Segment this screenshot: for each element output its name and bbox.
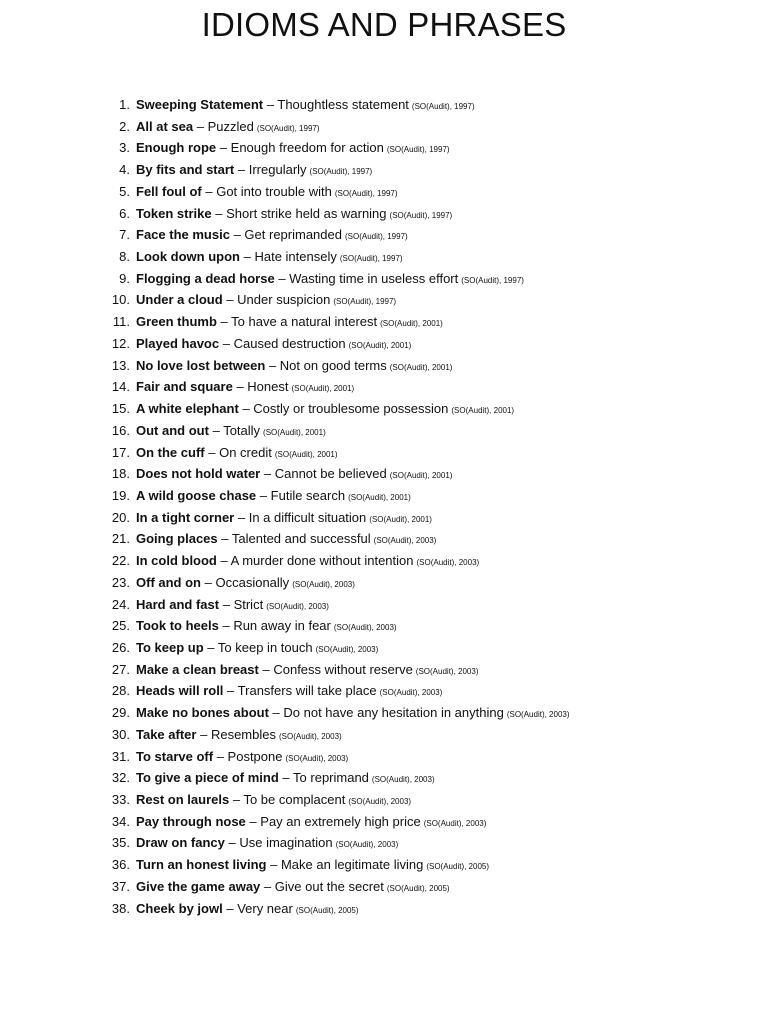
idiom-meaning: Under suspicion: [237, 292, 331, 308]
idiom-phrase: No love lost between: [136, 357, 266, 373]
idiom-phrase: Make no bones about: [136, 705, 269, 721]
list-item: [0, 355, 768, 377]
item-number: 6.: [119, 205, 130, 221]
dash-separator: –: [228, 835, 236, 851]
idiom-meaning: In a difficult situation: [248, 509, 367, 525]
item-text: [136, 203, 452, 227]
exam-source: (SO(Audit), 2001): [291, 384, 355, 394]
dash-separator: –: [200, 726, 208, 742]
item-text: [136, 442, 338, 466]
item-number: 3.: [119, 140, 130, 156]
dash-separator: –: [208, 444, 216, 460]
idiom-meaning: Very near: [237, 900, 293, 916]
list-item: [0, 203, 768, 225]
item-text: [136, 246, 403, 270]
item-text: [136, 572, 355, 596]
item-number: 19.: [111, 487, 130, 503]
idiom-meaning: Totally: [223, 422, 261, 438]
idiom-meaning: Resembles: [210, 726, 276, 742]
item-text: [136, 724, 342, 748]
idiom-meaning: Cannot be believed: [274, 466, 387, 482]
idiom-meaning: Enough freedom for action: [230, 140, 384, 156]
idiom-phrase: In cold blood: [136, 553, 217, 569]
idiom-phrase: Fair and square: [136, 379, 233, 395]
item-text: [136, 615, 397, 639]
idiom-phrase: Took to heels: [136, 618, 219, 634]
idiom-phrase: Heads will roll: [136, 683, 224, 699]
dash-separator: –: [221, 531, 229, 547]
item-number: 15.: [111, 401, 130, 417]
idiom-phrase: Hard and fast: [136, 596, 220, 612]
item-number: 21.: [111, 531, 130, 547]
idiom-meaning: To reprimand: [293, 770, 369, 786]
item-text: [136, 289, 396, 313]
idiom-phrase: On the cuff: [136, 444, 205, 460]
exam-source: (SO(Audit), 1997): [339, 254, 403, 264]
idiom-meaning: Irregularly: [248, 162, 307, 178]
exam-source: (SO(Audit), 2003): [278, 731, 342, 741]
exam-source: (SO(Audit), 1997): [386, 145, 450, 155]
item-number: 16.: [111, 422, 130, 438]
exam-source: (SO(Audit), 2005): [295, 905, 359, 915]
list-item: [0, 137, 768, 159]
exam-source: (SO(Audit), 2003): [379, 688, 443, 698]
list-item: [0, 832, 768, 854]
exam-source: (SO(Audit), 2001): [451, 406, 515, 416]
item-number: 25.: [111, 618, 130, 634]
exam-source: (SO(Audit), 2003): [506, 710, 570, 720]
dash-separator: –: [204, 574, 212, 590]
list-item: [0, 680, 768, 702]
list-item: [0, 224, 768, 246]
dash-separator: –: [268, 357, 277, 373]
dash-separator: –: [232, 792, 241, 807]
dash-separator: –: [226, 900, 234, 916]
idiom-meaning: Futile search: [270, 487, 346, 503]
exam-source: (SO(Audit), 2003): [335, 840, 399, 850]
exam-source: (SO(Audit), 2003): [373, 536, 437, 546]
list-item: [0, 246, 768, 268]
idiom-meaning: To be complacent: [243, 792, 346, 807]
idiom-meaning: Transfers will take place: [237, 683, 377, 699]
item-number: 22.: [111, 553, 130, 569]
idiom-phrase: Under a cloud: [136, 292, 223, 308]
idiom-meaning: Postpone: [227, 748, 283, 764]
dash-separator: –: [220, 553, 228, 569]
list-item: [0, 485, 768, 507]
list-item: [0, 594, 768, 616]
idiom-phrase: Rest on laurels: [136, 792, 230, 807]
exam-source: (SO(Audit), 1997): [344, 232, 408, 242]
exam-source: (SO(Audit), 1997): [333, 297, 397, 307]
item-text: [136, 311, 443, 335]
list-item: [0, 854, 768, 876]
list-item: [0, 659, 768, 681]
idiom-phrase: Make a clean breast: [136, 661, 259, 677]
item-text: [136, 528, 436, 552]
dash-separator: –: [212, 422, 220, 438]
item-text: [136, 116, 320, 140]
list-item: [0, 767, 768, 789]
dash-separator: –: [282, 770, 290, 786]
idiom-phrase: A wild goose chase: [136, 487, 257, 503]
idiom-phrase: Sweeping Statement: [136, 97, 264, 112]
idiom-phrase: Look down upon: [136, 249, 240, 265]
item-number: 10.: [111, 292, 130, 308]
dash-separator: –: [242, 401, 250, 417]
list-item: [0, 702, 768, 724]
idiom-meaning: A murder done without intention: [230, 553, 414, 569]
item-number: 4.: [119, 162, 130, 178]
exam-source: (SO(Audit), 2005): [426, 862, 490, 872]
idiom-meaning: To have a natural interest: [231, 314, 378, 330]
item-text: [136, 659, 479, 683]
list-item: [0, 789, 768, 811]
idiom-meaning: Puzzled: [207, 118, 254, 134]
idiom-meaning: Confess without reserve: [273, 661, 413, 677]
dash-separator: –: [249, 813, 257, 829]
item-text: [136, 398, 514, 422]
idiom-meaning: Short strike held as warning: [226, 205, 387, 221]
item-number: 13.: [111, 357, 130, 373]
idiom-phrase: Pay through nose: [136, 813, 246, 829]
idiom-meaning: Do not have any hesitation in anything: [283, 705, 504, 721]
exam-source: (SO(Audit), 2003): [423, 818, 487, 828]
idiom-phrase: Going places: [136, 531, 218, 547]
idiom-meaning: Run away in fear: [233, 618, 331, 634]
dash-separator: –: [263, 878, 272, 894]
item-text: [136, 594, 329, 618]
exam-source: (SO(Audit), 2003): [415, 666, 479, 676]
idiom-meaning: Make an legitimate living: [280, 857, 424, 873]
exam-source: (SO(Audit), 2003): [371, 775, 435, 785]
list-item: [0, 550, 768, 572]
exam-source: (SO(Audit), 2001): [369, 514, 432, 524]
item-text: [136, 268, 524, 292]
item-number: 8.: [119, 249, 130, 265]
dash-separator: –: [262, 661, 270, 677]
idiom-meaning: Hate intensely: [254, 249, 337, 265]
list-item: [0, 746, 768, 768]
idiom-phrase: Enough rope: [136, 140, 217, 156]
list-item: [0, 572, 768, 594]
exam-source: (SO(Audit), 2001): [380, 319, 443, 329]
idiom-meaning: Strict: [233, 596, 264, 612]
idiom-meaning: Costly or troublesome possession: [253, 401, 449, 417]
idiom-phrase: Flogging a dead horse: [136, 270, 275, 286]
item-text: [136, 637, 378, 661]
exam-source: (SO(Audit), 1997): [411, 102, 475, 111]
item-text: [136, 507, 432, 531]
page-title: IDIOMS AND PHRASES: [201, 6, 567, 43]
list-item: [0, 876, 768, 898]
item-text: [136, 702, 570, 726]
item-text: [136, 854, 489, 878]
item-number: 26.: [111, 639, 130, 655]
item-number: 34.: [111, 813, 130, 829]
idiom-phrase: Turn an honest living: [136, 857, 267, 873]
item-text: [136, 876, 450, 900]
item-text: [136, 159, 372, 183]
item-number: 35.: [111, 835, 130, 851]
exam-source: (SO(Audit), 2003): [285, 753, 349, 763]
list-item: [0, 724, 768, 746]
list-item: [0, 463, 768, 485]
exam-source: (SO(Audit), 2001): [348, 492, 411, 502]
item-number: 37.: [111, 878, 130, 894]
idiom-meaning: Get reprimanded: [244, 227, 342, 243]
idiom-phrase: Fell foul of: [136, 183, 202, 199]
dash-separator: –: [233, 227, 241, 243]
idiom-phrase: By fits and start: [136, 162, 235, 178]
dash-separator: –: [215, 205, 223, 221]
item-text: [136, 137, 450, 161]
list-item: [0, 637, 768, 659]
list-item: [0, 289, 768, 311]
idiom-phrase: Green thumb: [136, 314, 217, 330]
item-text: [136, 355, 452, 379]
item-number: 24.: [111, 596, 130, 612]
idiom-phrase: Out and out: [136, 422, 209, 438]
dash-separator: –: [227, 683, 235, 699]
item-number: 1.: [119, 97, 130, 112]
list-item: [0, 442, 768, 464]
idiom-phrase: Token strike: [136, 205, 212, 221]
idiom-phrase: To keep up: [136, 639, 204, 655]
dash-separator: –: [222, 596, 230, 612]
item-number: 27.: [111, 661, 130, 677]
dash-separator: –: [219, 140, 228, 156]
idiom-list: [0, 94, 768, 919]
list-item: [0, 181, 768, 203]
dash-separator: –: [222, 618, 230, 634]
item-text: [136, 898, 359, 922]
list-item: [0, 268, 768, 290]
exam-source: (SO(Audit), 2003): [266, 601, 329, 611]
dash-separator: –: [207, 639, 215, 655]
item-text: [136, 811, 486, 835]
item-number: 32.: [111, 770, 130, 786]
item-number: 36.: [111, 857, 130, 873]
item-number: 2.: [119, 118, 130, 134]
idiom-phrase: Take after: [136, 726, 197, 742]
idiom-meaning: On credit: [219, 444, 272, 460]
dash-separator: –: [205, 183, 213, 199]
exam-source: (SO(Audit), 2001): [263, 427, 326, 437]
item-text: [136, 333, 411, 357]
exam-source: (SO(Audit), 1997): [389, 210, 453, 220]
list-item: [0, 615, 768, 637]
item-number: 23.: [111, 574, 130, 590]
exam-source: (SO(Audit), 2001): [389, 362, 453, 372]
idiom-phrase: Give the game away: [136, 878, 261, 894]
dash-separator: –: [222, 335, 230, 351]
idiom-meaning: Honest: [247, 379, 289, 395]
dash-separator: –: [236, 379, 244, 395]
item-text: [136, 789, 411, 813]
exam-source: (SO(Audit), 2003): [333, 623, 397, 633]
item-number: 33.: [111, 792, 130, 807]
exam-source: (SO(Audit), 2003): [315, 644, 379, 654]
list-item: [0, 898, 768, 920]
exam-source: (SO(Audit), 2003): [348, 797, 412, 806]
exam-source: (SO(Audit), 1997): [461, 275, 524, 285]
exam-source: (SO(Audit), 2001): [348, 340, 412, 350]
idiom-meaning: Use imagination: [239, 835, 333, 851]
dash-separator: –: [270, 857, 278, 873]
idiom-phrase: Draw on fancy: [136, 835, 225, 851]
dash-separator: –: [278, 270, 286, 286]
dash-separator: –: [220, 314, 228, 330]
list-item: [0, 94, 768, 116]
idiom-meaning: Not on good terms: [279, 357, 387, 373]
item-text: [136, 485, 411, 509]
dash-separator: –: [196, 118, 204, 134]
list-item: [0, 398, 768, 420]
dash-separator: –: [216, 748, 224, 764]
item-number: 11.: [112, 314, 130, 330]
list-item: [0, 311, 768, 333]
dash-separator: –: [237, 509, 246, 525]
item-text: [136, 463, 452, 487]
list-item: [0, 333, 768, 355]
idiom-phrase: Off and on: [136, 574, 201, 590]
idiom-meaning: Got into trouble with: [216, 183, 332, 199]
idiom-meaning: Caused destruction: [233, 335, 346, 351]
item-number: 31.: [111, 748, 130, 764]
idiom-meaning: Give out the secret: [274, 878, 384, 894]
list-item: [0, 420, 768, 442]
item-text: [136, 420, 326, 444]
idiom-phrase: In a tight corner: [136, 509, 235, 525]
exam-source: (SO(Audit), 1997): [334, 188, 398, 198]
idiom-phrase: To starve off: [136, 748, 214, 764]
item-number: 9.: [119, 270, 130, 286]
exam-source: (SO(Audit), 2003): [292, 579, 355, 589]
item-number: 7.: [119, 227, 130, 243]
item-text: [136, 680, 442, 704]
idiom-phrase: Does not hold water: [136, 466, 261, 482]
item-text: [136, 181, 398, 205]
exam-source: (SO(Audit), 2003): [416, 558, 480, 568]
list-item: [0, 811, 768, 833]
item-text: [136, 224, 408, 248]
list-item: [0, 159, 768, 181]
exam-source: (SO(Audit), 2001): [274, 449, 338, 459]
idiom-meaning: To keep in touch: [217, 639, 313, 655]
dash-separator: –: [272, 705, 280, 721]
idiom-phrase: Face the music: [136, 227, 230, 243]
idiom-phrase: All at sea: [136, 118, 194, 134]
exam-source: (SO(Audit), 1997): [256, 123, 320, 133]
item-number: 38.: [111, 900, 130, 916]
idiom-meaning: Wasting time in useless effort: [289, 270, 459, 286]
exam-source: (SO(Audit), 2005): [386, 883, 450, 893]
item-text: [136, 746, 348, 770]
list-item: [0, 116, 768, 138]
item-number: 20.: [111, 509, 130, 525]
idiom-meaning: Occasionally: [215, 574, 290, 590]
idiom-phrase: A white elephant: [136, 401, 239, 417]
item-number: 12.: [111, 335, 130, 351]
item-text: [136, 550, 479, 574]
dash-separator: –: [243, 249, 251, 265]
idiom-meaning: Pay an extremely high price: [260, 813, 421, 829]
exam-source: (SO(Audit), 1997): [309, 167, 373, 177]
idiom-phrase: Cheek by jowl: [136, 900, 223, 916]
dash-separator: –: [226, 292, 234, 308]
item-number: 17.: [111, 444, 130, 460]
item-text: [136, 767, 435, 791]
dash-separator: –: [263, 466, 272, 482]
idiom-meaning: Talented and successful: [231, 531, 371, 547]
item-text: [136, 94, 475, 118]
list-item: [0, 528, 768, 550]
item-text: [136, 376, 354, 400]
item-number: 18.: [111, 466, 130, 482]
dash-separator: –: [237, 162, 246, 178]
item-number: 14.: [111, 379, 130, 395]
list-item: [0, 376, 768, 398]
idiom-phrase: To give a piece of mind: [136, 770, 279, 786]
item-number: 30.: [111, 726, 130, 742]
idiom-phrase: Played havoc: [136, 335, 220, 351]
item-number: 28.: [111, 683, 130, 699]
item-text: [136, 832, 398, 856]
idiom-meaning: Thoughtless statement: [277, 97, 409, 112]
exam-source: (SO(Audit), 2001): [389, 471, 453, 481]
item-number: 5.: [119, 183, 130, 199]
item-number: 29.: [111, 705, 130, 721]
dash-separator: –: [266, 97, 274, 112]
dash-separator: –: [259, 487, 268, 503]
list-item: [0, 507, 768, 529]
